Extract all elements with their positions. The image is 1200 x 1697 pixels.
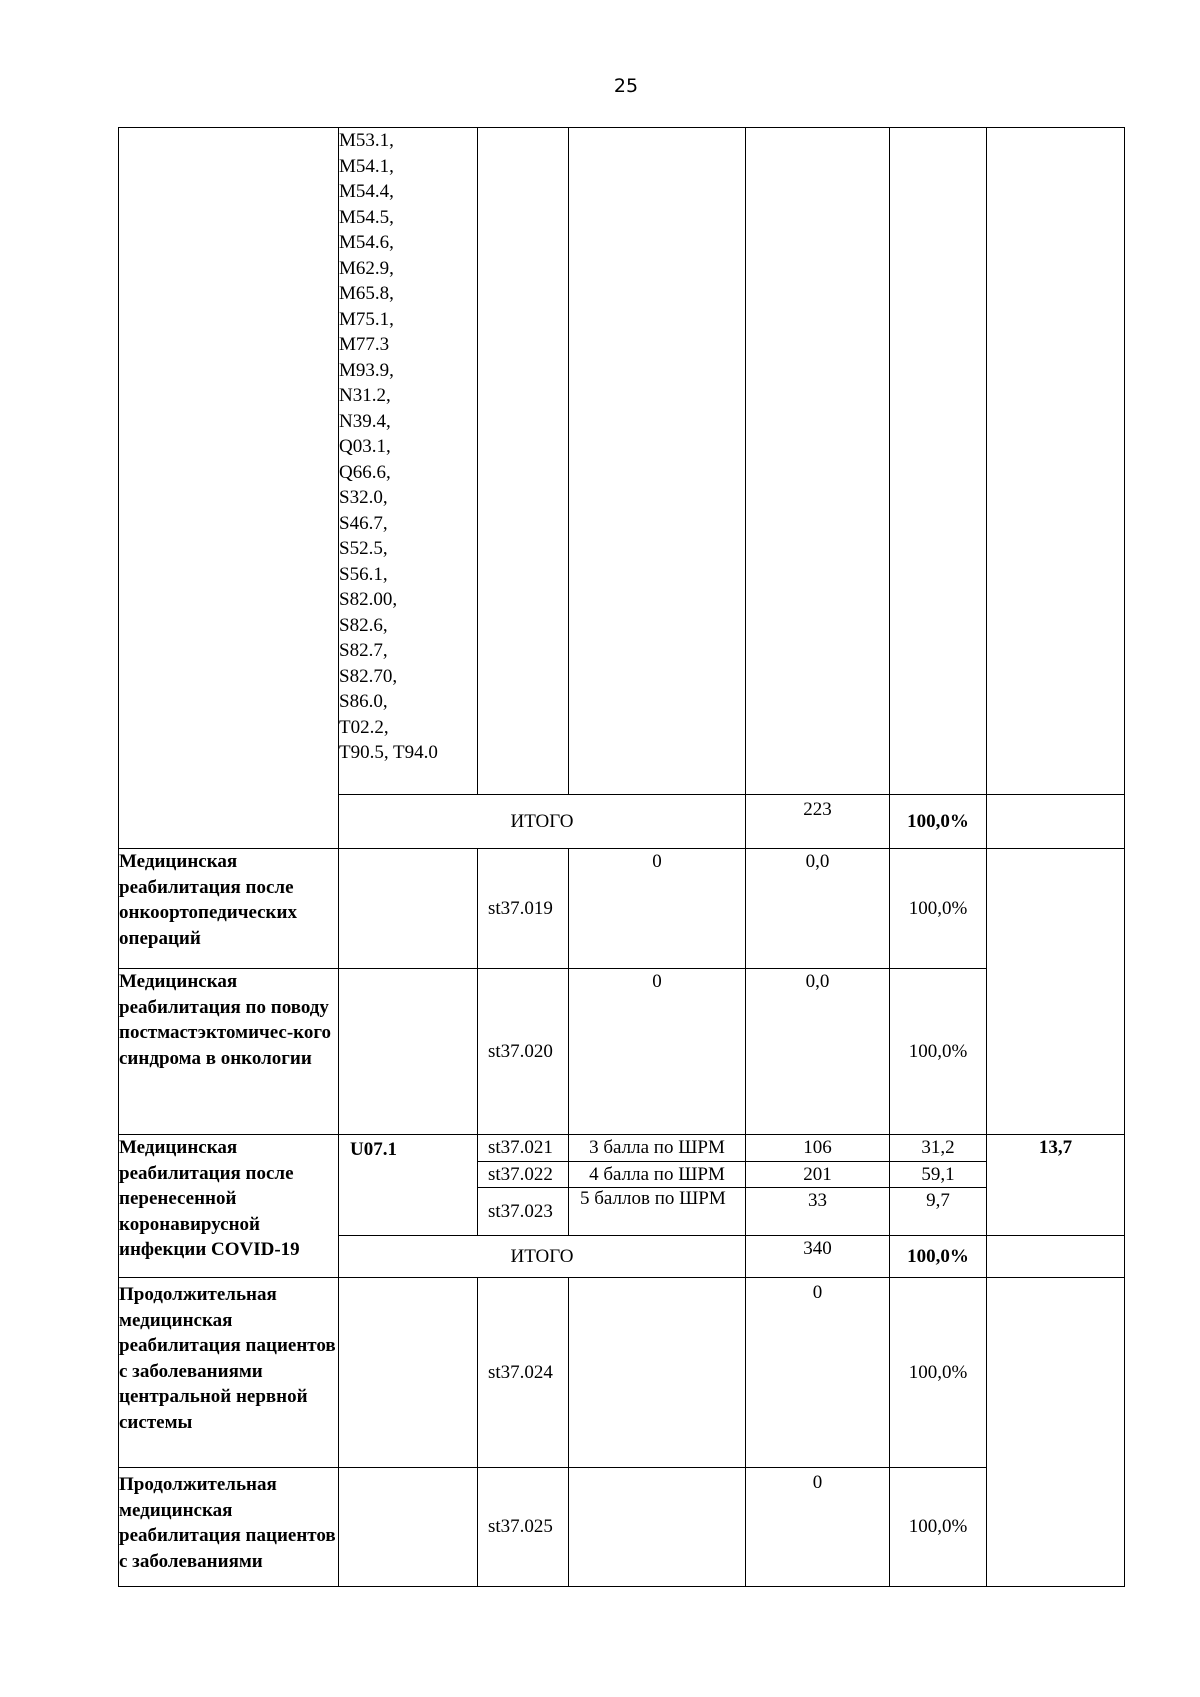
case-count: 0,0 [746, 849, 890, 969]
ksg-code: st37.020 [478, 969, 569, 1135]
criterion-value: 3 балла по ШРМ [569, 1135, 746, 1162]
ksg-code: st37.024 [478, 1278, 569, 1468]
table-row [119, 1135, 1125, 1162]
total-percent: 100,0% [890, 1236, 987, 1278]
tariff-table [118, 127, 1125, 1587]
total-percent: 100,0% [890, 795, 987, 849]
criterion-value: 4 балла по ШРМ [569, 1161, 746, 1188]
table-row [119, 969, 1125, 1135]
profile-name: Медицинская реабилитация после онкоортопедических операций [119, 849, 339, 969]
total-count: 223 [746, 795, 890, 849]
case-percent: 31,2 [890, 1135, 987, 1162]
case-percent: 100,0% [890, 849, 987, 969]
case-percent: 100,0% [890, 969, 987, 1135]
case-count: 33 [746, 1188, 890, 1236]
ksg-code: st37.019 [478, 849, 569, 969]
case-count: 106 [746, 1135, 890, 1162]
profile-name: Медицинская реабилитация по поводу постмастэктомичес-кого синдрома в онкологии [119, 969, 339, 1135]
case-count: 0 [746, 1278, 890, 1468]
case-count: 0,0 [746, 969, 890, 1135]
criterion-value: 5 баллов по ШРМ [569, 1188, 746, 1236]
ksg-code: st37.023 [478, 1188, 569, 1236]
case-percent: 59,1 [890, 1161, 987, 1188]
total-label: ИТОГО [339, 1236, 746, 1278]
table-row [119, 1468, 1125, 1587]
case-percent: 100,0% [890, 1468, 987, 1587]
profile-name: Продолжительная медицинская реабилитация пациентов с заболеваниями центральной нервной системы [119, 1278, 339, 1468]
icd-codes-cell: M53.1, M54.1, M54.4, M54.5, M54.6, M62.9, M65.8, M75.1, M77.3 M93.9, N31.2, N39.4, Q03.1, Q66.6, S32.0, S46.7, S52.5, S56.1, S82.00, S82.6, S82.7, S82.70, S86.0, T02.2, T90.5, T94.0 [339, 128, 478, 795]
table-row [119, 1278, 1125, 1468]
ksg-code: st37.022 [478, 1161, 569, 1188]
case-percent: 100,0% [890, 1278, 987, 1468]
icd-code: U07.1 [339, 1135, 478, 1236]
total-count: 340 [746, 1236, 890, 1278]
total-label: ИТОГО [339, 795, 746, 849]
profile-name: Медицинская реабилитация после перенесенной коронавирусной инфекции COVID-19 [119, 1135, 339, 1278]
total-share: 13,7 [987, 1135, 1125, 1236]
page-number: 25 [613, 75, 639, 97]
profile-name: Продолжительная медицинская реабилитация пациентов с заболеваниями [119, 1468, 339, 1587]
table-row [119, 849, 1125, 969]
case-percent: 9,7 [890, 1188, 987, 1236]
ksg-code: st37.025 [478, 1468, 569, 1587]
ksg-code: st37.021 [478, 1135, 569, 1162]
table-row [119, 128, 1125, 795]
criterion-value: 0 [569, 969, 746, 1135]
criterion-value: 0 [569, 849, 746, 969]
profile-cell-continued [119, 128, 339, 849]
case-count: 201 [746, 1161, 890, 1188]
case-count: 0 [746, 1468, 890, 1587]
